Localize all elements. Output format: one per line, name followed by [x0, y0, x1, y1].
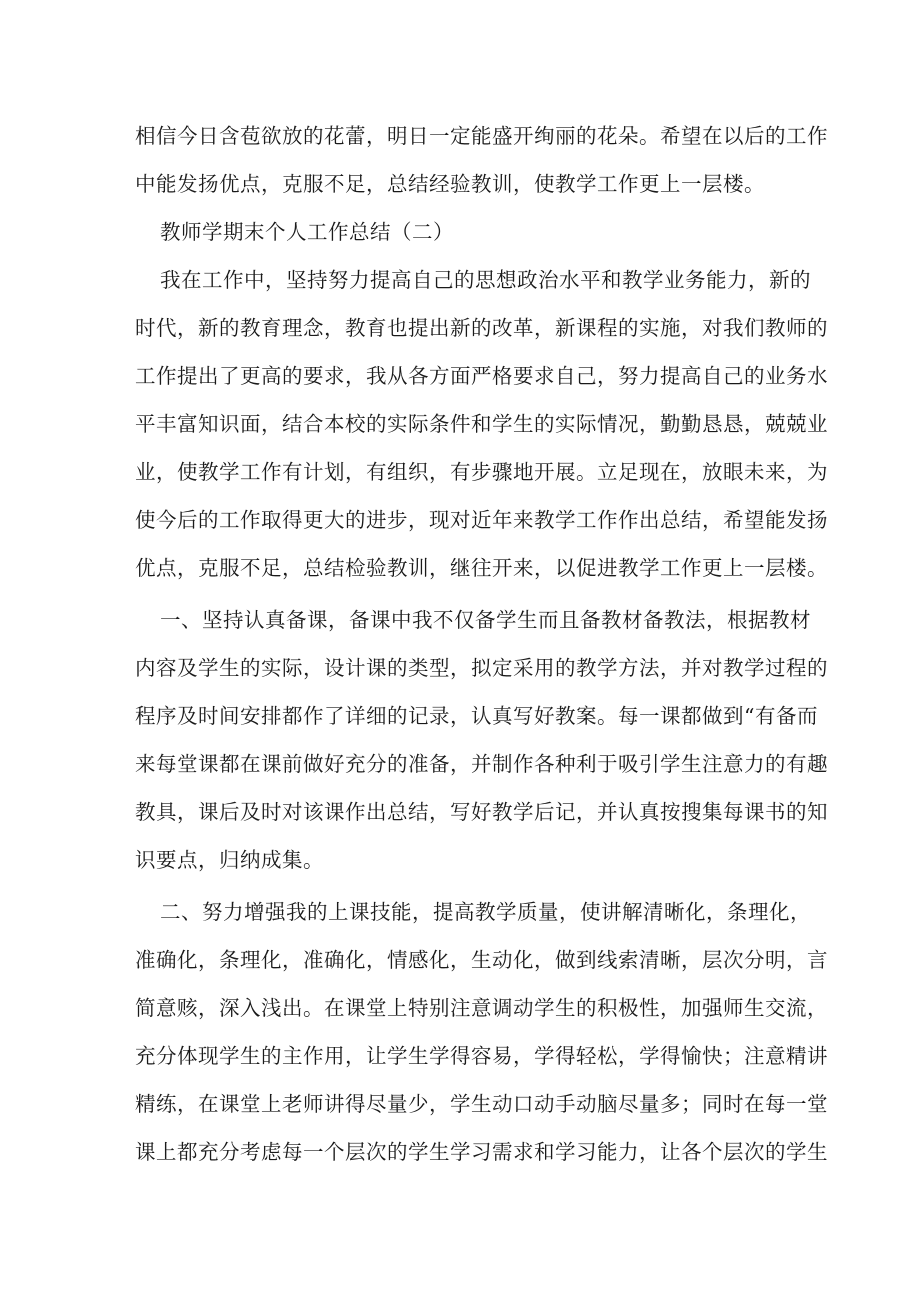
text-line: 平丰富知识面，结合本校的实际条件和学生的实际情况，勤勤恳恳，兢兢业 — [135, 412, 828, 436]
text-line: 我在工作中，坚持努力提高自己的思想政治水平和教学业务能力，新的 — [160, 268, 811, 292]
section-heading: 教师学期末个人工作总结（二） — [160, 220, 454, 244]
text-line: 充分体现学生的主作用，让学生学得容易，学得轻松，学得愉快；注意精讲 — [135, 1044, 828, 1068]
text-line: 来每堂课都在课前做好充分的准备，并制作各种利于吸引学生注意力的有趣 — [135, 752, 828, 776]
text-line: 准确化，条理化，准确化，情感化，生动化，做到线索清晰，层次分明，言 — [135, 948, 828, 972]
text-line: 相信今日含苞欲放的花蕾，明日一定能盛开绚丽的花朵。希望在以后的工作 — [135, 124, 828, 148]
text-line: 优点，克服不足，总结检验教训，继往开来，以促进教学工作更上一层楼。 — [135, 556, 828, 580]
text-line: 使今后的工作取得更大的进步，现对近年来教学工作作出总结，希望能发扬 — [135, 508, 828, 532]
text-line: 时代，新的教育理念，教育也提出新的改革，新课程的实施，对我们教师的 — [135, 316, 828, 340]
text-line: 教具，课后及时对该课作出总结，写好教学后记，并认真按搜集每课书的知 — [135, 800, 828, 824]
text-line: 一、坚持认真备课，备课中我不仅备学生而且备教材备教法，根据教材 — [160, 608, 811, 632]
text-line: 内容及学生的实际，设计课的类型，拟定采用的教学方法，并对教学过程的 — [135, 656, 828, 680]
text-line: 工作提出了更高的要求，我从各方面严格要求自己，努力提高自己的业务水 — [135, 364, 828, 388]
text-line: 中能发扬优点，克服不足，总结经验教训，使教学工作更上一层楼。 — [135, 172, 765, 196]
text-line: 二、努力增强我的上课技能，提高教学质量，使讲解清晰化，条理化， — [160, 900, 811, 924]
text-line: 识要点，归纳成集。 — [135, 848, 324, 872]
text-line: 简意赅，深入浅出。在课堂上特别注意调动学生的积极性，加强师生交流， — [135, 996, 828, 1020]
text-line: 精练，在课堂上老师讲得尽量少，学生动口动手动脑尽量多；同时在每一堂 — [135, 1092, 828, 1116]
text-line: 业，使教学工作有计划，有组织，有步骤地开展。立足现在，放眼未来，为 — [135, 460, 828, 484]
text-line: 程序及时间安排都作了详细的记录，认真写好教案。每一课都做到“有备而 — [135, 704, 818, 728]
text-line: 课上都充分考虑每一个层次的学生学习需求和学习能力，让各个层次的学生 — [135, 1140, 828, 1164]
